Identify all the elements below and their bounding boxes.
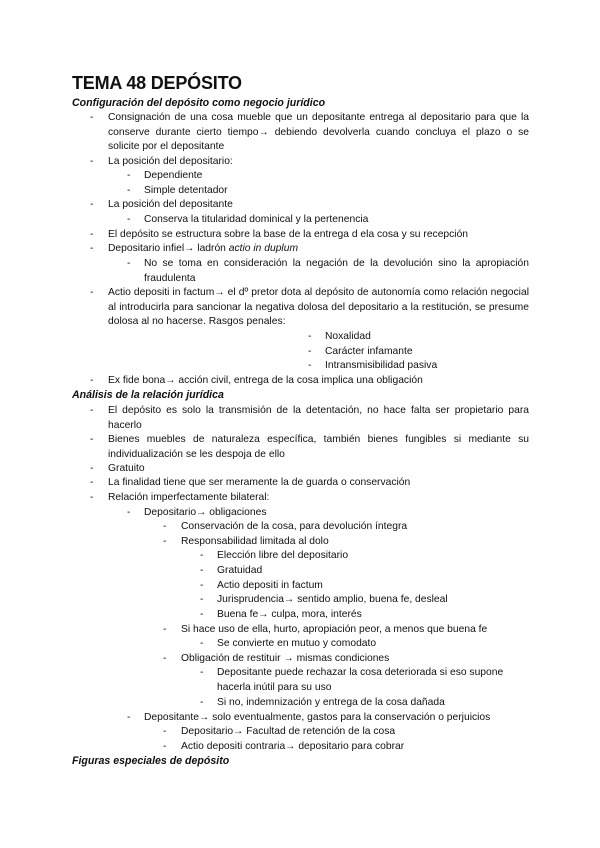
bullet-dash: - [127, 214, 131, 225]
sub-sub-list-item: Jurisprudencia→ sentido amplio, buena fe, desleal [217, 594, 448, 605]
bullet-dash: - [127, 258, 131, 269]
bullet-dash: - [200, 580, 204, 591]
sub-list-item: Dependiente [144, 170, 203, 181]
sub-list-item: Conservación de la cosa, para devolución íntegra [181, 521, 408, 532]
bullet-dash: - [127, 185, 131, 196]
bullet-dash: - [90, 492, 94, 503]
list-item: El depósito es solo la transmisión de la detentación, no hace falta ser propietario para hacerlo [108, 405, 529, 431]
bullet-dash: - [200, 565, 204, 576]
bullet-dash: - [90, 375, 94, 386]
bullet-dash: - [127, 507, 131, 518]
bullet-dash: - [90, 405, 94, 416]
sub-list-item: Depositante→ solo eventualmente, gastos para la conservación o perjuicios [144, 712, 491, 723]
bullet-dash: - [90, 199, 94, 210]
bullet-dash: - [90, 463, 94, 474]
bullet-dash: - [163, 653, 167, 664]
sub-list-item: Depositario→ obligaciones [144, 507, 267, 518]
list-item: Consignación de una cosa mueble que un depositante entrega al depositario para que la conserve durante cierto tiempo→ debiendo devolverla cuando concluya el plazo o se solicite por el depositante [108, 112, 529, 153]
sub-list-item: No se toma en consideración la negación de la devolución sino la apropiación fraudulenta [144, 258, 529, 284]
bullet-dash: - [127, 712, 131, 723]
bullet-dash: - [90, 229, 94, 240]
bullet-dash: - [200, 609, 204, 620]
sub-list-item: Simple detentador [144, 185, 228, 196]
bullet-dash: - [200, 667, 204, 678]
bullet-dash: - [163, 741, 167, 752]
bullet-dash: - [200, 638, 204, 649]
bullet-dash: - [163, 624, 167, 635]
sub-list-item: Intransmisibilidad pasiva [325, 360, 438, 371]
list-item: El depósito se estructura sobre la base de la entrega d ela cosa y su recepción [108, 229, 469, 240]
list-item: Actio depositi in factum→ el dº pretor dota al depósito de autonomía como relación negocial al introducirla para sancionar la negativa dolosa del depositario a la restitución, se presume dolosa al no hacerse. Rasgos penales: [108, 287, 529, 328]
bullet-dash: - [163, 726, 167, 737]
sub-list-item: Si hace uso de ella, hurto, apropiación peor, a menos que buena fe [181, 624, 488, 635]
list-item: La posición del depositante [108, 199, 233, 210]
bullet-dash: - [308, 360, 312, 371]
list-item: Relación imperfectamente bilateral: [108, 492, 270, 503]
bullet-dash: - [163, 521, 167, 532]
bullet-dash: - [308, 331, 312, 342]
list-item: La posición del depositario: [108, 156, 233, 167]
bullet-dash: - [90, 287, 94, 298]
sub-list-item: Obligación de restituir → mismas condiciones [181, 653, 390, 664]
sub-sub-list-item: Si no, indemnización y entrega de la cosa dañada [217, 697, 445, 708]
list-item: Gratuito [108, 463, 145, 474]
sub-sub-list-item: Se convierte en mutuo y comodato [217, 638, 377, 649]
page-title: TEMA 48 DEPÓSITO [72, 73, 242, 93]
section-heading: Análisis de la relación jurídica [72, 389, 224, 401]
bullet-dash: - [200, 594, 204, 605]
list-item [108, 242, 298, 257]
sub-list-item: Actio depositi contraria→ depositario para cobrar [181, 741, 405, 752]
sub-sub-list-item: Gratuidad [217, 565, 263, 576]
bullet-dash: - [163, 536, 167, 547]
sub-sub-list-item: Buena fe→ culpa, mora, interés [217, 609, 362, 620]
bullet-dash: - [200, 550, 204, 561]
sub-list-item: Noxalidad [325, 331, 371, 342]
sub-list-item: Depositario→ Facultad de retención de la cosa [181, 726, 396, 737]
bullet-dash: - [90, 477, 94, 488]
sub-sub-list-item: Depositante puede rechazar la cosa deteriorada si eso supone hacerla inútil para su uso [217, 667, 504, 693]
sub-list-item: Responsabilidad limitada al dolo [181, 536, 329, 547]
section-heading: Figuras especiales de depósito [72, 755, 230, 767]
bullet-dash: - [308, 346, 312, 357]
bullet-dash: - [90, 434, 94, 445]
sub-list-item: Carácter infamante [325, 346, 413, 357]
sub-list-item: Conserva la titularidad dominical y la pertenencia [144, 214, 369, 225]
sub-sub-list-item: Actio depositi in factum [217, 580, 323, 591]
list-item-text: Depositario infiel→ ladrón [108, 243, 229, 254]
italic-term: actio in duplum [228, 243, 299, 254]
bullet-dash: - [200, 697, 204, 708]
sub-sub-list-item: Elección libre del depositario [217, 550, 349, 561]
bullet-dash: - [127, 170, 131, 181]
list-item: Bienes muebles de naturaleza específica, también bienes fungibles si mediante su individualización se les despoja de ello [108, 434, 529, 460]
section-heading: Configuración del depósito como negocio jurídico [72, 97, 326, 109]
bullet-dash: - [90, 112, 94, 123]
bullet-dash: - [90, 243, 94, 254]
list-item: La finalidad tiene que ser meramente la de guarda o conservación [108, 477, 411, 488]
list-item: Ex fide bona→ acción civil, entrega de la cosa implica una obligación [108, 375, 423, 386]
bullet-dash: - [90, 156, 94, 167]
